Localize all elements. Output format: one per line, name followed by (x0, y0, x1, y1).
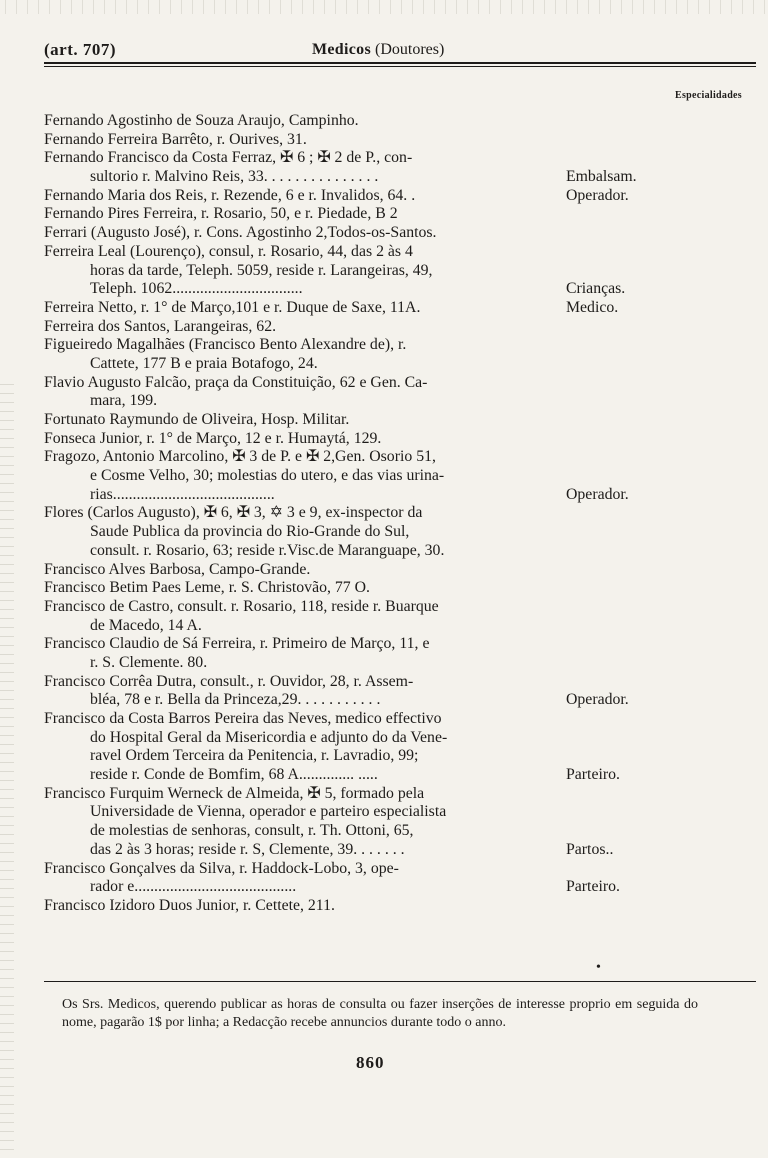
entry-text: Fernando Maria dos Reis, r. Rezende, 6 e r. Invalidos, 64. . (44, 186, 416, 204)
entry-text: Flores (Carlos Augusto), ✠ 6, ✠ 3, ✡ 3 e 9, ex-inspector da (44, 504, 423, 522)
entry-specialty: Partos.. (566, 840, 614, 858)
entry-continuation-line (44, 262, 664, 281)
physician-entry (44, 504, 664, 560)
entry-first-line (44, 785, 664, 804)
entry-first-line (44, 430, 664, 449)
scan-edge-left (0, 380, 14, 1150)
entry-first-line (44, 598, 664, 617)
entry-continuation-line (44, 747, 664, 766)
physician-entry (44, 710, 664, 785)
entry-first-line (44, 243, 664, 262)
entry-text: Francisco Gonçalves da Silva, r. Haddock-Lobo, 3, ope- (44, 859, 399, 877)
entry-text: Figueiredo Magalhães (Francisco Bento Alexandre de), r. (44, 336, 407, 354)
entry-text: rias......................................... (90, 485, 275, 503)
entry-specialty: Operador. (566, 485, 629, 503)
entry-text: Francisco Furquim Werneck de Almeida, ✠ 5, formado pela (44, 784, 425, 802)
entry-continuation-line (44, 355, 664, 374)
entry-first-line (44, 149, 664, 168)
entry-first-line (44, 224, 664, 243)
entry-first-line (44, 131, 664, 150)
entry-first-line (44, 411, 664, 430)
entry-continuation-line (44, 392, 664, 411)
entry-specialty: Parteiro. (566, 878, 620, 896)
physician-list (44, 112, 664, 916)
physician-entry (44, 149, 664, 186)
entry-first-line (44, 710, 664, 729)
physician-entry (44, 131, 664, 150)
physician-entry (44, 430, 664, 449)
entry-continuation-line (44, 841, 664, 860)
entry-first-line (44, 336, 664, 355)
entry-text: Ferreira dos Santos, Larangeiras, 62. (44, 317, 277, 335)
entry-text: Saude Publica da provincia do Rio-Grande do Sul, (90, 523, 410, 541)
entry-text: Fernando Ferreira Barrêto, r. Ourives, 31. (44, 130, 307, 148)
entry-continuation-line (44, 523, 664, 542)
entry-text: e Cosme Velho, 30; molestias do utero, e das vias urina- (90, 467, 445, 485)
header-rule-thin (44, 66, 756, 67)
physician-entry (44, 897, 664, 916)
entry-continuation-line (44, 654, 664, 673)
entry-first-line (44, 448, 664, 467)
entry-text: horas da tarde, Teleph. 5059, reside r. Larangeiras, 49, (90, 261, 433, 279)
physician-entry (44, 187, 664, 206)
entry-first-line (44, 579, 664, 598)
entry-text: de Macedo, 14 A. (90, 616, 202, 634)
entry-text: Ferreira Leal (Lourenço), consul, r. Rosario, 44, das 2 às 4 (44, 242, 413, 260)
entry-first-line (44, 561, 664, 580)
entry-text: sultorio r. Malvino Reis, 33. . . . . . . . . . . . . . . (90, 168, 379, 186)
entry-continuation-line (44, 168, 664, 187)
entry-continuation-line (44, 766, 664, 785)
physician-entry (44, 112, 664, 131)
entry-text: Fragozo, Antonio Marcolino, ✠ 3 de P. e ✠ 2,Gen. Osorio 51, (44, 448, 436, 466)
entry-specialty: Operador. (566, 186, 629, 204)
physician-entry (44, 374, 664, 411)
entry-specialty: Crianças. (566, 280, 626, 298)
physician-entry (44, 336, 664, 373)
page-title (312, 41, 444, 59)
page-title-main: Medicos (312, 41, 371, 58)
physician-entry (44, 561, 664, 580)
entry-first-line (44, 635, 664, 654)
entry-text: do Hospital Geral da Misericordia e adjunto do da Vene- (90, 728, 448, 746)
specialties-column-heading: Especialidades (675, 90, 742, 101)
entry-text: Francisco Betim Paes Leme, r. S. Christovão, 77 O. (44, 579, 370, 597)
entry-continuation-line (44, 878, 664, 897)
entry-text: Ferrari (Augusto José), r. Cons. Agostinho 2,Todos-os-Santos. (44, 224, 437, 242)
entry-specialty: Medico. (566, 298, 619, 316)
header-rule (44, 62, 756, 64)
entry-first-line (44, 897, 664, 916)
entry-text: Francisco Izidoro Duos Junior, r. Cettete, 211. (44, 896, 335, 914)
physician-entry (44, 299, 664, 318)
entry-first-line (44, 299, 664, 318)
entry-text: Fernando Francisco da Costa Ferraz, ✠ 6 ; ✠ 2 de P., con- (44, 149, 413, 167)
entry-first-line (44, 187, 664, 206)
entry-text: Fernando Agostinho de Souza Araujo, Campinho. (44, 112, 359, 129)
entry-continuation-line (44, 542, 664, 561)
entry-text: Universidade de Vienna, operador e parteiro especialista (90, 803, 447, 821)
entry-first-line (44, 112, 664, 131)
scan-edge-top (0, 0, 768, 14)
entry-text: Francisco Claudio de Sá Ferreira, r. Primeiro de Março, 11, e (44, 635, 430, 653)
page-number: 860 (356, 1053, 385, 1072)
page-title-paren: (Doutores) (374, 41, 445, 58)
entry-text: Flavio Augusto Falcão, praça da Constituição, 62 e Gen. Ca- (44, 373, 428, 391)
entry-continuation-line (44, 467, 664, 486)
entry-text: rador e......................................... (90, 878, 297, 896)
physician-entry (44, 411, 664, 430)
footer-rule (44, 981, 756, 982)
entry-continuation-line (44, 486, 664, 505)
entry-first-line (44, 504, 664, 523)
physician-entry (44, 318, 664, 337)
physician-entry (44, 673, 664, 710)
entry-text: consult. r. Rosario, 63; reside r.Visc.de Maranguape, 30. (90, 541, 445, 559)
entry-first-line (44, 205, 664, 224)
entry-specialty: Parteiro. (566, 766, 620, 784)
entry-text: Francisco de Castro, consult. r. Rosario, 118, reside r. Buarque (44, 597, 439, 615)
footer-note: Os Srs. Medicos, querendo publicar as horas de consulta ou fazer inserções de interesse proprio em seguida do nome, pagarão 1$ por linha; a Redacção recebe annuncios durante todo o anno. (62, 997, 698, 1030)
entry-first-line (44, 374, 664, 393)
physician-entry (44, 448, 664, 504)
physician-entry (44, 785, 664, 860)
physician-entry (44, 243, 664, 299)
entry-continuation-line (44, 803, 664, 822)
entry-text: Cattete, 177 B e praia Botafogo, 24. (90, 354, 318, 372)
physician-entry (44, 205, 664, 224)
entry-specialty: Embalsam. (566, 168, 637, 186)
entry-specialty: Operador. (566, 691, 629, 709)
entry-continuation-line (44, 691, 664, 710)
entry-text: r. S. Clemente. 80. (90, 653, 208, 671)
entry-text: Francisco Corrêa Dutra, consult., r. Ouvidor, 28, r. Assem- (44, 672, 414, 690)
physician-entry (44, 860, 664, 897)
article-reference: (art. 707) (44, 40, 117, 59)
physician-entry (44, 224, 664, 243)
physician-entry (44, 598, 664, 635)
entry-text: Fortunato Raymundo de Oliveira, Hosp. Militar. (44, 411, 350, 428)
entry-text: Francisco Alves Barbosa, Campo-Grande. (44, 560, 311, 578)
entry-text: mara, 199. (90, 392, 158, 410)
entry-text: das 2 às 3 horas; reside r. S, Clemente, 39. . . . . . . (90, 840, 405, 858)
entry-text: Teleph. 1062................................. (90, 280, 303, 298)
entry-continuation-line (44, 822, 664, 841)
entry-first-line (44, 860, 664, 879)
physician-entry (44, 579, 664, 598)
entry-first-line (44, 673, 664, 692)
entry-text: de molestias de senhoras, consult, r. Th. Ottoni, 65, (90, 822, 414, 840)
entry-text: reside r. Conde de Bomfim, 68 A.............. ..... (90, 766, 378, 784)
entry-text: ravel Ordem Terceira da Penitencia, r. Lavradio, 99; (90, 747, 419, 765)
entry-text: Fernando Pires Ferreira, r. Rosario, 50, e r. Piedade, B 2 (44, 205, 398, 223)
entry-first-line (44, 318, 664, 337)
entry-continuation-line (44, 729, 664, 748)
entry-text: Fonseca Junior, r. 1° de Março, 12 e r. Humaytá, 129. (44, 429, 382, 447)
entry-text: bléa, 78 e r. Bella da Princeza,29. . . . . . . . . . . (90, 691, 381, 709)
entry-continuation-line (44, 617, 664, 636)
bullet-mark: • (596, 960, 601, 975)
entry-text: Ferreira Netto, r. 1° de Março,101 e r. Duque de Saxe, 11A. (44, 298, 421, 316)
entry-continuation-line (44, 280, 664, 299)
entry-text: Francisco da Costa Barros Pereira das Neves, medico effectivo (44, 710, 442, 727)
physician-entry (44, 635, 664, 672)
